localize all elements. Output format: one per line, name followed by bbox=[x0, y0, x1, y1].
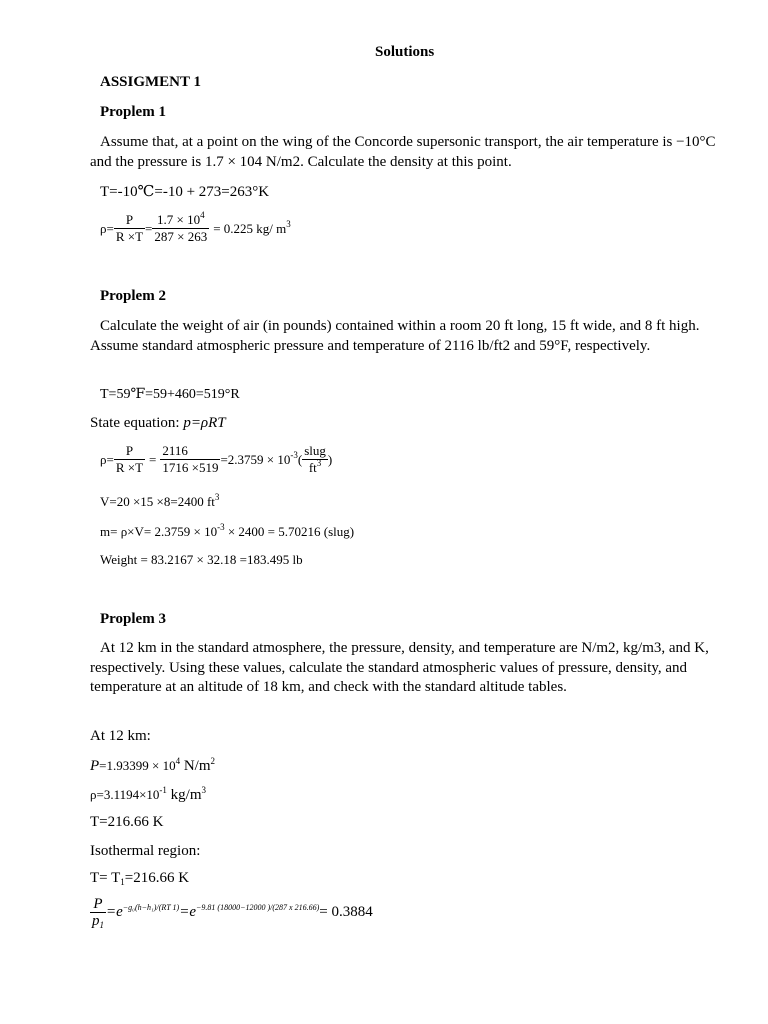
p2-result bbox=[220, 449, 298, 468]
problem1-density-equation bbox=[100, 212, 291, 245]
problem2-statement: Calculate the weight of air (in pounds) contained within a room 20 ft long, 15 ft wide, and 8 ft high. Assume standard atmospheric pressure and temperature of 2116 lb/ft2 and 59°F, respectively. bbox=[90, 318, 700, 354]
ratio-den-base: p bbox=[92, 913, 100, 929]
p2-unit-num: slug bbox=[304, 443, 326, 458]
ratio-den bbox=[90, 913, 106, 929]
p1-frac2-den: 287 × 263 bbox=[154, 229, 208, 244]
p1-rho-lhs: ρ= bbox=[100, 220, 114, 236]
density-exp: -1 bbox=[159, 785, 167, 795]
p2-result-exp: -3 bbox=[290, 449, 298, 460]
p2-result-text: =2.3759 × 10 bbox=[220, 451, 291, 467]
state-equation-formula: p=ρRT bbox=[183, 415, 226, 431]
p1-fraction-numeric bbox=[152, 212, 209, 245]
p2-fraction-numeric bbox=[160, 443, 220, 476]
mass-text-a: m= ρ×V= 2.3759 × 10 bbox=[100, 524, 218, 539]
isothermal-temperature bbox=[90, 870, 189, 887]
assignment-heading: ASSIGMENT 1 bbox=[100, 74, 202, 90]
problem2-heading: Proplem 2 bbox=[100, 288, 166, 304]
density-at-12km bbox=[90, 787, 206, 804]
pressure-var: P bbox=[90, 758, 100, 774]
density-unit-exp: 3 bbox=[201, 785, 207, 795]
p2-frac2-den: 1716 ×519 bbox=[162, 460, 219, 475]
p2-unit-fraction bbox=[302, 443, 328, 476]
exp2-power: −9.81 (18000−12000 )/(287 x 216.66) bbox=[196, 903, 320, 912]
p2-frac1-num: P bbox=[114, 443, 145, 460]
problem1-heading: Proplem 1 bbox=[100, 104, 166, 120]
problem1-statement: Assume that, at a point on the wing of the Concorde supersonic transport, the air temperature is −10°C and the pressure is 1.7 × 104 N/m2. Calculate the density at this point. bbox=[90, 134, 716, 170]
problem3-statement: At 12 km in the standard atmosphere, the pressure, density, and temperature are N/m2, kg/m3, and K, respectively. Using these values, calculate the standard atmospheric values of pressure, density, and temperature at an altitude of 18 km, and check with the standard altitude tables. bbox=[90, 640, 709, 695]
mass-text-b: × 2400 = 5.70216 (slug) bbox=[224, 524, 355, 539]
ratio-den-sub: 1 bbox=[99, 920, 104, 930]
density-value: ρ=3.1194×10 bbox=[90, 787, 160, 802]
p1-result-text: = 0.225 kg/ m bbox=[213, 220, 287, 236]
problem2-temperature: T=59℉=59+460=519°R bbox=[100, 387, 240, 402]
p1-frac2-num-exp: 4 bbox=[200, 210, 205, 220]
t1-sub: 1 bbox=[120, 877, 125, 887]
state-equation-label: State equation: bbox=[90, 415, 184, 431]
pressure-unit-exp: 2 bbox=[210, 756, 216, 766]
p1-result bbox=[213, 218, 291, 237]
problem3-heading: Proplem 3 bbox=[100, 611, 166, 627]
p1-fraction-symbolic bbox=[114, 212, 145, 245]
mass-exp: -3 bbox=[217, 522, 225, 532]
exp-form-2 bbox=[179, 904, 319, 921]
p2-frac1-den: R ×T bbox=[115, 460, 144, 475]
p2-fraction-symbolic bbox=[114, 443, 145, 476]
t1-text-b: =216.66 K bbox=[124, 870, 190, 886]
at-12km-label: At 12 km: bbox=[90, 728, 151, 744]
pressure-unit: N/m bbox=[180, 758, 211, 774]
p1-frac1-num: P bbox=[114, 212, 145, 229]
pressure-value: =1.93399 × 10 bbox=[99, 758, 176, 773]
isothermal-region-label: Isothermal region: bbox=[90, 843, 201, 859]
pressure-ratio-fraction bbox=[90, 896, 106, 929]
exp1-base: =e bbox=[106, 904, 123, 920]
temperature-at-12km: T=216.66 K bbox=[90, 814, 164, 830]
page-title: Solutions bbox=[375, 44, 435, 60]
volume-text: V=20 ×15 ×8=2400 ft bbox=[100, 494, 215, 509]
problem2-density-equation bbox=[100, 443, 332, 476]
p1-frac1-den: R ×T bbox=[115, 229, 144, 244]
p2-frac2-num: 2116 bbox=[160, 443, 220, 460]
t1-text-a: T= T bbox=[90, 870, 121, 886]
problem2-volume bbox=[100, 494, 219, 510]
exp-form-1 bbox=[106, 904, 179, 921]
p2-unit-den-base: ft bbox=[308, 460, 317, 475]
pressure-at-12km bbox=[90, 758, 215, 775]
exp2-base: =e bbox=[179, 904, 196, 920]
problem1-temperature: T=-10℃=-10 + 273=263°K bbox=[100, 184, 270, 200]
problem2-mass bbox=[100, 524, 354, 540]
p2-rho-lhs: ρ= bbox=[100, 451, 114, 467]
p2-paren-open: ( bbox=[297, 451, 303, 467]
ratio-result: = 0.3884 bbox=[319, 904, 373, 920]
p2-paren-close: ) bbox=[327, 451, 333, 467]
p1-frac2-num-base: 1.7 × 10 bbox=[157, 212, 201, 227]
pressure-exp: 4 bbox=[175, 756, 181, 766]
pressure-ratio-equation bbox=[90, 896, 373, 929]
problem2-weight: Weight = 83.2167 × 32.18 =183.495 lb bbox=[100, 552, 303, 567]
p2-unit-den bbox=[302, 460, 328, 476]
density-unit: kg/m bbox=[166, 787, 202, 803]
p2-unit-den-exp: 3 bbox=[316, 458, 322, 468]
p2-eq-sign: = bbox=[149, 451, 157, 467]
exp1-power: −g₀(h−h₁)/(RT 1) bbox=[122, 903, 180, 912]
p1-eq-sign: = bbox=[145, 220, 153, 236]
volume-exp: 3 bbox=[214, 492, 220, 502]
ratio-num: P bbox=[90, 896, 106, 913]
p1-result-exp: 3 bbox=[286, 218, 291, 229]
p1-frac2-num bbox=[152, 212, 209, 229]
problem2-state-equation bbox=[90, 415, 226, 432]
